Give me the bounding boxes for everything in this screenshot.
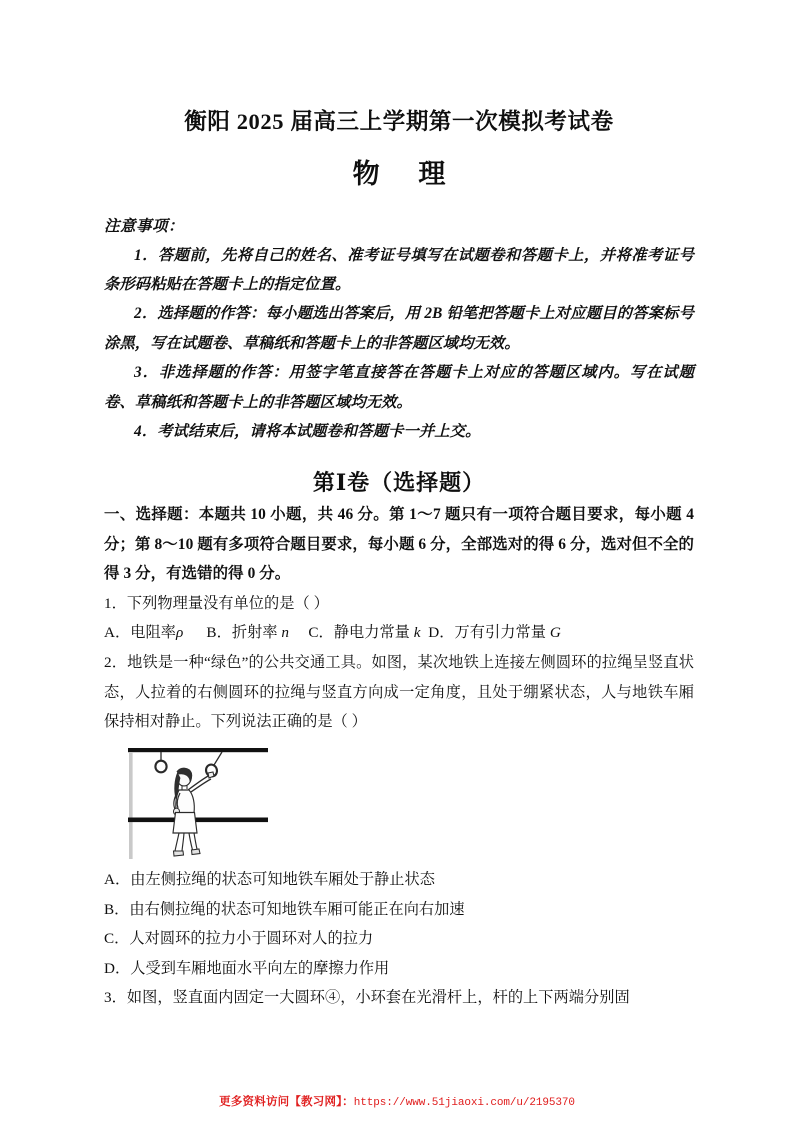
footer-watermark: [0, 1096, 794, 1110]
notice-item-2: 2．选择题的作答：每小题选出答案后，用 2B 铅笔把答题卡上对应题目的答案标号涂黑，写在试题卷、草稿纸和答题卡上的非答题区域均无效。: [104, 305, 694, 352]
question-1-stem: 1．下列物理量没有单位的是（ ）: [104, 594, 329, 612]
question-2-option-a: A．由左侧拉绳的状态可知地铁车厢处于静止状态: [104, 870, 436, 888]
left-ring: [155, 761, 166, 773]
option-1c-text: 静电力常量: [333, 624, 410, 642]
option-1d-symbol: G: [549, 624, 561, 642]
skirt: [173, 812, 197, 833]
right-strap: [214, 752, 222, 765]
page-title: 衡阳 2025 届高三上学期第一次模拟考试卷: [184, 109, 614, 134]
mid-handrail: [128, 817, 268, 822]
subway-passenger-holding-ring-diagram: [118, 743, 298, 861]
notice-item-1: 1．答题前，先将自己的姓名、准考证号填写在试题卷和答题卡上，并将准考证号条形码粘贴在答题卡上的指定位置。: [104, 246, 694, 294]
option-1a-label: A．: [104, 624, 131, 642]
subway-diagram-svg: [118, 743, 298, 861]
option-1b-text: 折射率: [231, 624, 278, 642]
notice-section: [104, 215, 694, 447]
footer-watermark-url: https://www.51jiaoxi.com/u/2195370: [353, 1097, 575, 1109]
option-1c-symbol: k: [413, 624, 421, 642]
left-shoe: [174, 851, 184, 856]
notice-item-3: 3．非选择题的作答：用签字笔直接答在答题卡上对应的答题区域内。写在试题卷、草稿纸和答题卡上的非答题区域均无效。: [104, 364, 694, 411]
option-1b-symbol: n: [281, 624, 290, 642]
option-1c-label: C．: [308, 624, 334, 642]
question-2-option-d: D．人受到车厢地面水平向左的摩擦力作用: [104, 959, 390, 977]
footer-watermark-label: 更多资料访问【教习网】：: [219, 1096, 354, 1108]
notice-item-4: 4．考试结束后，请将本试题卷和答题卡一并上交。: [134, 422, 481, 440]
option-1a-symbol: ρ: [175, 624, 184, 642]
ceiling-rail: [128, 748, 268, 752]
volume-title: 第Ⅰ卷（选择题）: [312, 470, 486, 496]
person-figure: [173, 768, 214, 856]
question-2-option-c: C．人对圆环的拉力小于圆环对人的拉力: [104, 930, 374, 948]
question-2-option-b: B．由右侧拉绳的状态可知地铁车厢可能正在向右加速: [104, 900, 465, 918]
question-1-options: [104, 618, 694, 648]
option-1a-text: 电阻率: [130, 624, 176, 642]
question-3-stem: 3．如图，竖直面内固定一大圆环④，小环套在光滑杆上，杆的上下两端分别固: [104, 989, 630, 1007]
option-1d-label: D．: [428, 624, 455, 642]
subject-title: 物 理: [352, 159, 462, 190]
notice-heading: 注意事项：: [104, 217, 185, 235]
section-instruction: 一、选择题：本题共 10 小题，共 46 分。第 1～7 题只有一项符合题目要求，每小题 4 分；第 8～10 题有多项符合题目要求，每小题 6 分，全部选对的得 6 分，选对但不全的得 3 分，有选错的得 0 分。: [104, 505, 694, 583]
question-2-figure: [104, 743, 694, 861]
page-content: [104, 0, 694, 1013]
option-1b-label: B．: [206, 624, 232, 642]
vertical-pole: [129, 752, 133, 859]
right-shoe: [192, 849, 201, 855]
option-1d-text: 万有引力常量: [454, 624, 546, 642]
question-2-stem: 2．地铁是一种“绿色”的公共交通工具。如图，某次地铁上连接左侧圆环的拉绳呈竖直状态，人拉着的右侧圆环的拉绳与竖直方向成一定角度，且处于绷紧状态，人与地铁车厢保持相对静止。下列说法正确的是（ ）: [104, 653, 694, 731]
